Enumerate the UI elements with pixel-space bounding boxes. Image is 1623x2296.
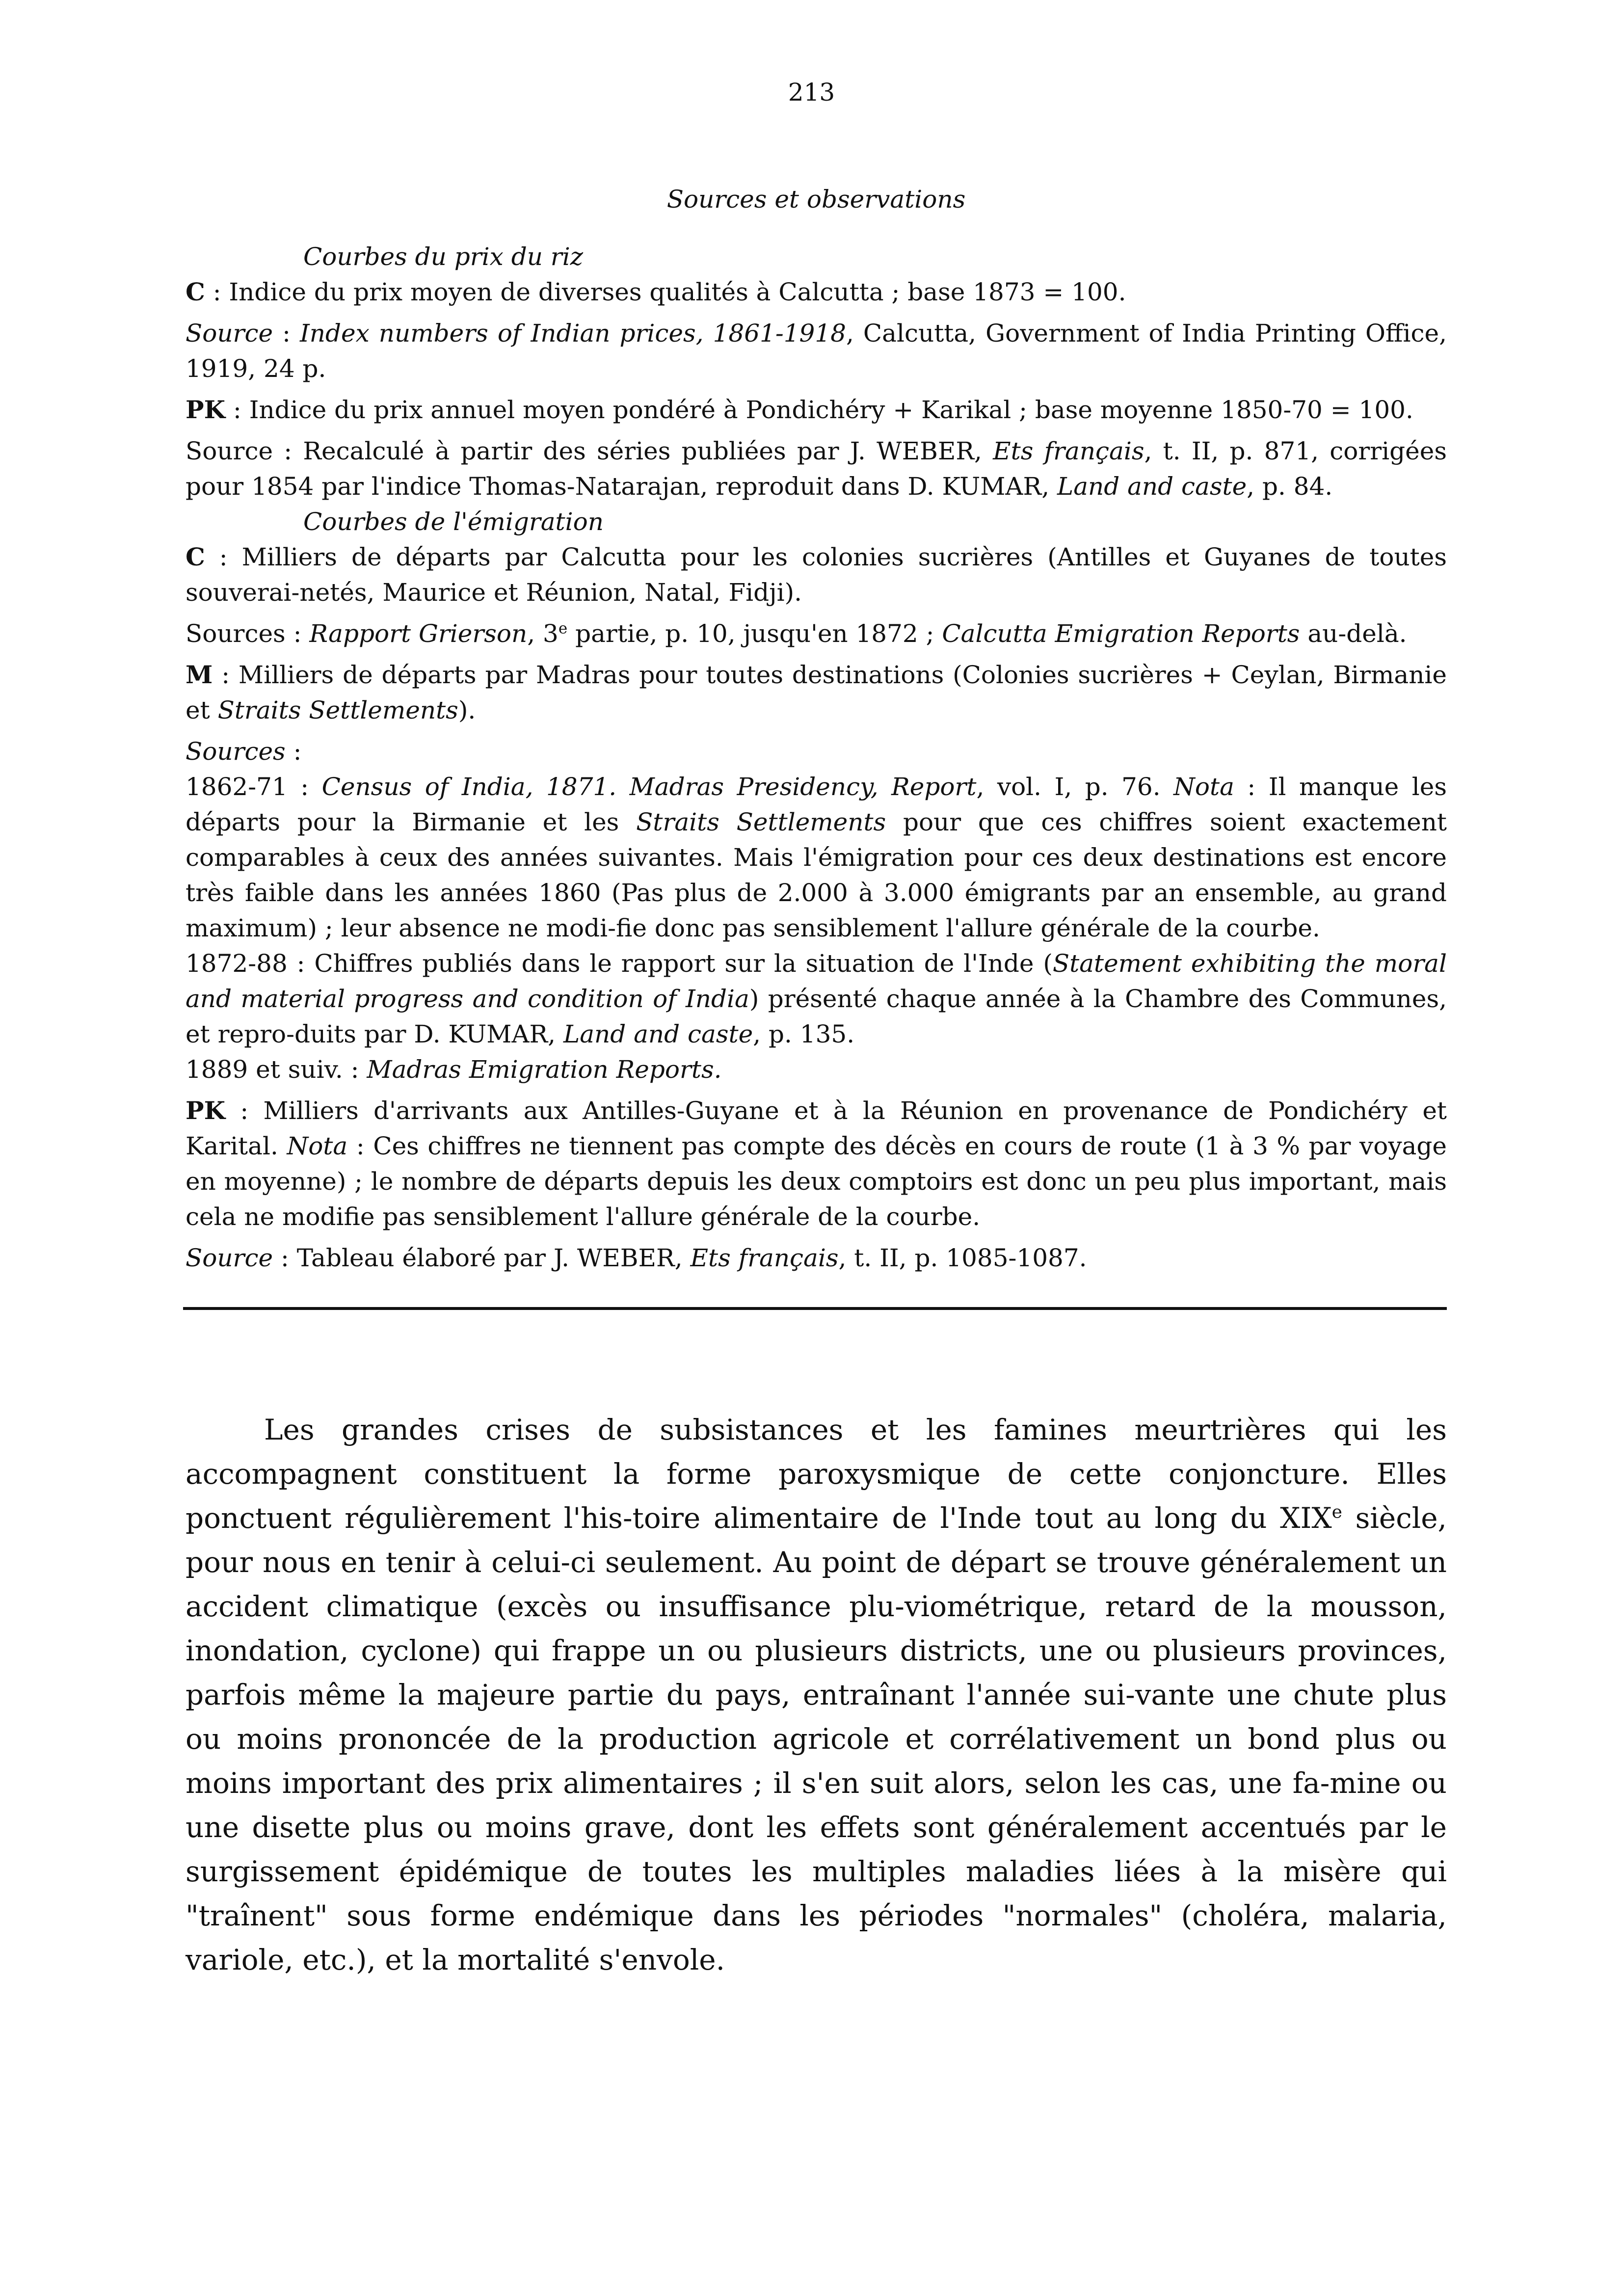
rice-c-source [186,316,1447,386]
emigration-pk-text: : Milliers d'arrivants aux Antilles-Guyane et à la Réunion en provenance de Pondichéry et Karital. [186,1096,1447,1160]
body-p1-b: siècle, pour nous en tenir à celui-ci seulement. Au point de départ se trouve généralement un accident climatique (excès ou insuffisance plu-viométrique, retard de la mousson, inondation, cyclone) qui frappe un ou plusieurs districts, une ou plusieurs provinces, parfois même la majeure partie du pays, entraînant l'année sui-vante une chute plus ou moins prononcée de la production agricole et corrélativement un bond plus ou moins important des prix alimentaires ; il s'en suit alors, selon les cas, une fa-mine ou une disette plus ou moins grave, dont les effets sont généralement accentués par le surgissement épidémique de toutes les multiples maladies liées à la misère qui "traînent" sous forme endémique dans les périodes "normales" (choléra, malaria, variole, etc.), et la mortalité s'envole. [186,1501,1447,1976]
s1-a: 1862-71 : [186,773,322,801]
emigration-c-sources-a: Sources : [186,619,310,648]
emigration-heading [186,504,1447,539]
body-text [186,1408,1447,1982]
rice-pk-source-b: , t. II, p. 871, corrigées pour 1854 par l'indice Thomas-Natarajan, reproduit dans D. KUMAR, [186,437,1447,501]
rice-c-source-title: Index numbers of Indian prices, 1861-1918 [300,319,846,347]
rice-heading-text: Courbes du prix du riz [303,242,584,271]
emigration-c-sources [186,616,1447,651]
emigration-pk-note [186,1093,1447,1234]
body-p1-a: Les grandes crises de subsistances et les famines meurtrières qui les accompagnent constituent la forme paroxysmique de cette conjoncture. Elles ponctuent régulièrement l'his-toire alimentaire de l'Inde tout au long du XIX [186,1413,1447,1535]
rice-c-source-rest: , Calcutta, Government of India Printing Office, 1919, 24 p. [186,319,1447,383]
emigration-pk-source-label: Source [186,1244,273,1272]
sources-notes [186,182,1447,1276]
emigration-m-sources-label: Sources [186,737,286,766]
rice-pk-source [186,433,1447,504]
emigration-pk-source-a: : Tableau élaboré par J. WEBER, [273,1244,691,1272]
emigration-m-source-1889 [186,1052,1447,1087]
emigration-c-sources-d: au-delà. [1300,619,1407,648]
emigration-m-note [186,657,1447,728]
emigration-c-label: C [186,542,205,571]
emigration-c-sources-title1: Rapport Grierson [309,619,528,648]
rice-c-source-sep: : [273,319,300,347]
rice-c-source-label: Source [186,319,273,347]
emigration-pk-label: PK [186,1096,226,1125]
s1-title: Census of India, 1871. Madras Presidency, Report [321,773,977,801]
emigration-c-sources-b: , 3 [527,619,559,648]
emigration-c-sources-c: partie, p. 10, jusqu'en 1872 ; [567,619,942,648]
s2-c: , p. 135. [753,1020,855,1048]
emigration-m-text: : Milliers de départs par Madras pour toutes destinations (Colonies sucrières + Ceylan, Birmanie et [186,661,1447,724]
s1-b: , vol. I, p. 76. [976,773,1174,801]
section-title [186,182,1447,217]
emigration-pk-source-title: Ets français [690,1244,839,1272]
s1-c: : Il manque les départs pour la Birmanie et les [186,773,1447,836]
page-number: 213 [788,78,835,107]
emigration-m-label: M [186,660,213,689]
emigration-c-sources-title2: Calcutta Emigration Reports [942,619,1300,648]
rice-pk-source-title1: Ets français [993,437,1144,465]
rice-c-label: C [186,277,205,306]
section-divider [183,1307,1447,1310]
section-title-text: Sources et observations [666,185,966,214]
rice-pk-note [186,392,1447,427]
rice-pk-source-c: , p. 84. [1247,472,1333,501]
emigration-pk-rest: : Ces chiffres ne tiennent pas compte des décès en cours de route (1 à 3 % par voyage en moyenne) ; le nombre de départs depuis les deux comptoirs est donc un peu plus important, mais cela ne modifie pas sensiblement l'allure générale de la courbe. [186,1132,1447,1231]
s2-title: Statement exhibiting the moral and material progress and condition of India [186,949,1447,1013]
s3-a: 1889 et suiv. : [186,1055,367,1084]
s3-title: Madras Emigration Reports. [367,1055,722,1084]
s1-italic: Straits Settlements [636,808,886,836]
emigration-c-text: : Milliers de départs par Calcutta pour les colonies sucrières (Antilles et Guyanes de toutes souverai-netés, Maurice et Réunion, Natal, Fidji). [186,543,1447,607]
emigration-m-source-1862 [186,769,1447,946]
body-p1-sup: e [1331,1502,1342,1522]
rice-pk-source-title2: Land and caste [1057,472,1247,501]
rice-pk-text: : Indice du prix annuel moyen pondéré à Pondichéry + Karikal ; base moyenne 1850-70 = 100. [225,396,1413,424]
s1-d: pour que ces chiffres soient exactement comparables à ceux des années suivantes. Mais l'émigration pour ces deux destinations est encore très faible dans les années 1860 (Pas plus de 2.000 à 3.000 émigrants par an ensemble, au grand maximum) ; leur absence ne modi-fie donc pas sensiblement l'allure générale de la courbe. [186,808,1447,942]
body-paragraph [186,1408,1447,1982]
emigration-m-sources-sep: : [285,737,302,766]
s2-title2: Land and caste [563,1020,753,1048]
s1-nota: Nota [1173,773,1234,801]
emigration-c-note [186,539,1447,610]
emigration-m-sources [186,734,1447,769]
emigration-m-italic: Straits Settlements [217,696,458,724]
rice-pk-label: PK [186,395,226,424]
emigration-m-source-1872 [186,946,1447,1052]
rice-pk-source-a: Source : Recalculé à partir des séries publiées par J. WEBER, [186,437,993,465]
rice-c-note [186,274,1447,310]
s2-b: ) présenté chaque année à la Chambre des Communes, et repro-duits par D. KUMAR, [186,985,1447,1048]
emigration-c-sources-sup: e [558,619,568,638]
emigration-pk-source-b: , t. II, p. 1085-1087. [838,1244,1087,1272]
emigration-pk-nota: Nota [287,1132,348,1160]
rice-c-text: : Indice du prix moyen de diverses qualités à Calcutta ; base 1873 = 100. [205,278,1126,306]
emigration-heading-text: Courbes de l'émigration [303,507,604,536]
rice-heading [186,239,1447,274]
emigration-pk-source [186,1240,1447,1276]
s2-a: 1872-88 : Chiffres publiés dans le rapport sur la situation de l'Inde ( [186,949,1053,978]
emigration-m-end: ). [458,696,476,724]
